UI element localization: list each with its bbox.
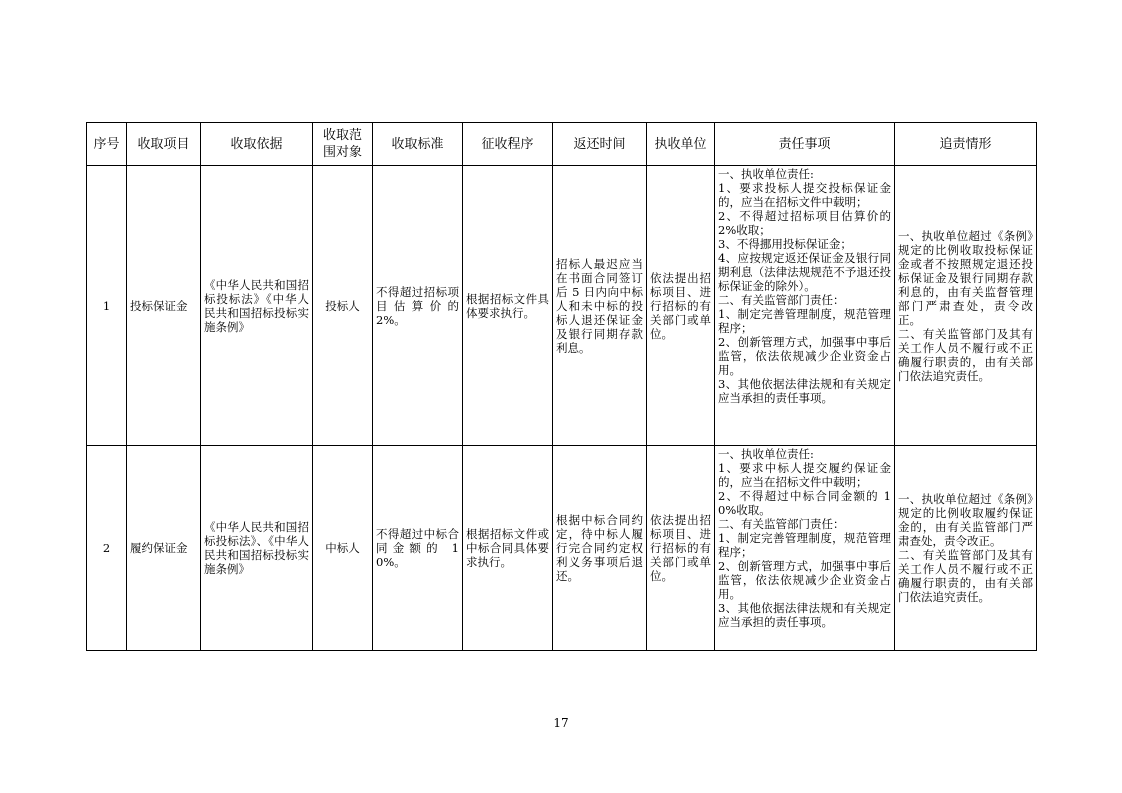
- header-scope: 收取范 围对象: [313, 123, 373, 166]
- cell-no: 2: [87, 446, 127, 651]
- fee-table: [86, 122, 1037, 651]
- header-row: [87, 123, 1037, 166]
- cell-duties: 一、执收单位责任: 1、要求中标人提交履约保证金的，应当在招标文件中载明； 2、不得超过中标合同金额的 10%收取。 二、有关监管部门责任： 1、制定完善管理制度，规范管理程序； 2、创新管理方式，加强事中事后监管，依法依规减少企业资金占用。 3、其他依据法律法规和有关规定应当承担的责任事项。: [715, 446, 895, 651]
- header-no: 序号: [87, 123, 127, 166]
- cell-return-time: 招标人最迟应当在书面合同签订后 5 日内向中标人和未中标的投标人退还保证金及银行同期存款利息。: [553, 166, 647, 446]
- header-procedure: 征收程序: [463, 123, 553, 166]
- page-number: 17: [553, 716, 569, 730]
- table-row: [87, 166, 1037, 446]
- cell-accountability: 一、执收单位超过《条例》规定的比例收取投标保证金或者不按照规定退还投标保证金及银行同期存款利息的，由有关监督管理部门严肃查处，责令改正。 二、有关监管部门及其有关工作人员不履行或不正确履行职责的，由有关部门依法追究责任。: [895, 166, 1037, 446]
- header-duties: 责任事项: [715, 123, 895, 166]
- cell-unit: 依法提出招标项目、进行招标的有关部门或单位。: [647, 446, 715, 651]
- cell-scope: 中标人: [313, 446, 373, 651]
- cell-return-time: 根据中标合同约定，待中标人履行完合同约定权利义务事项后退还。: [553, 446, 647, 651]
- header-basis: 收取依据: [201, 123, 313, 166]
- cell-procedure: 根据招标文件具体要求执行。: [463, 166, 553, 446]
- cell-procedure: 根据招标文件或中标合同具体要求执行。: [463, 446, 553, 651]
- cell-basis: 《中华人民共和国招标投标法》、《中华人民共和国招标投标实施条例》: [201, 446, 313, 651]
- cell-standard: 不得超过招标项目估算价的 2%。: [373, 166, 463, 446]
- header-accountability: 追责情形: [895, 123, 1037, 166]
- table-row: [87, 446, 1037, 651]
- cell-item: 履约保证金: [127, 446, 201, 651]
- cell-item: 投标保证金: [127, 166, 201, 446]
- cell-basis: 《中华人民共和国招标投标法》《中华人民共和国招标投标实施条例》: [201, 166, 313, 446]
- cell-scope: 投标人: [313, 166, 373, 446]
- cell-standard: 不得超过中标合同金额的 10%。: [373, 446, 463, 651]
- header-item: 收取项目: [127, 123, 201, 166]
- cell-duties: 一、执收单位责任: 1、要求投标人提交投标保证金的，应当在招标文件中载明； 2、不得超过招标项目估算价的 2%收取； 3、不得挪用投标保证金； 4、应按规定返还保证金及银行同期利息（法律法规规范不予退还投标保证金的除外）。 二、有关监管部门责任： 1、制定完善管理制度，规范管理程序； 2、创新管理方式，加强事中事后监管，依法依规减少企业资金占用。 3、其他依据法律法规和有关规定应当承担的责任事项。: [715, 166, 895, 446]
- header-unit: 执收单位: [647, 123, 715, 166]
- cell-no: 1: [87, 166, 127, 446]
- header-return-time: 返还时间: [553, 123, 647, 166]
- cell-accountability: 一、执收单位超过《条例》规定的比例收取履约保证金的，由有关监管部门严肃查处，责令改正。 二、有关监管部门及其有关工作人员不履行或不正确履行职责的，由有关部门依法追究责任。: [895, 446, 1037, 651]
- cell-unit: 依法提出招标项目、进行招标的有关部门或单位。: [647, 166, 715, 446]
- header-standard: 收取标准: [373, 123, 463, 166]
